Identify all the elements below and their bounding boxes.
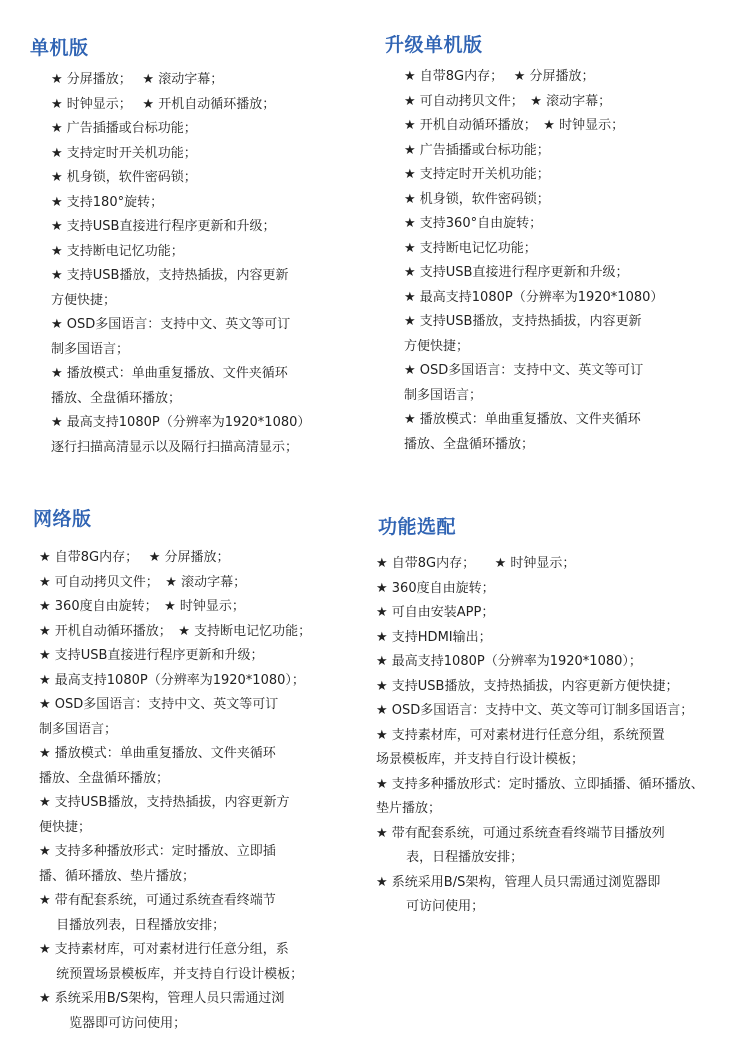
feature-line: ★ 开机自动循环播放； ★ 时钟显示； — [404, 118, 625, 133]
feature-line: ★ 开机自动循环播放； ★ 支持断电记忆功能； — [39, 623, 312, 639]
feature-line: ★ 广告插播或台标功能； — [51, 121, 197, 136]
feature-line: ★ 支持断电记忆功能； — [51, 243, 184, 259]
feature-line: ★ 可自由安装APP； — [376, 605, 495, 620]
feature-line: ★ 支持HDMI输出； — [376, 629, 492, 645]
feature-line: 逐行扫描高清显示以及隔行扫描高清显示； — [51, 439, 299, 455]
feature-line: ★ 播放模式：单曲重复播放、文件夹循环 — [404, 412, 641, 427]
feature-line: ★ 最高支持1080P（分辨率为1920*1080）； — [376, 654, 642, 669]
feature-line: ★ 系统采用B/S架构，管理人员只需通过浏 — [39, 991, 285, 1006]
feature-line: 目播放列表，日程播放安排； — [39, 917, 226, 933]
feature-line: ★ 支持素材库，可对素材进行任意分组，系统预置 — [376, 727, 665, 743]
feature-line: ★ 360度自由旋转； — [376, 580, 495, 596]
feature-line: ★ 360度自由旋转； ★ 时钟显示； — [39, 599, 245, 614]
feature-line: ★ 可自动拷贝文件； ★ 滚动字幕； — [404, 93, 612, 109]
feature-line: ★ 自带8G内存； ★ 时钟显示； — [376, 556, 576, 571]
feature-list-upgrade — [404, 65, 663, 457]
feature-line: ★ 支持USB直接进行程序更新和升级； — [404, 265, 629, 280]
feature-line: ★ 广告插播或台标功能； — [404, 142, 550, 158]
feature-list-standalone — [51, 68, 310, 460]
feature-list-network — [39, 546, 311, 1036]
feature-line: 可访问使用； — [376, 899, 485, 914]
feature-line: ★ 支持定时开关机功能； — [51, 145, 197, 161]
feature-line: ★ 支持USB播放，支持热插拔，内容更新方 — [39, 795, 290, 810]
feature-line: 览器即可访问使用； — [39, 1015, 187, 1031]
feature-line: 制多国语言； — [404, 387, 483, 403]
feature-line: ★ 最高支持1080P（分辨率为1920*1080） — [404, 289, 664, 305]
feature-line: ★ 播放模式：单曲重复播放、文件夹循环 — [51, 366, 288, 381]
feature-line: ★ 支持USB直接进行程序更新和升级； — [39, 648, 264, 663]
feature-line: ★ 带有配套系统，可通过系统查看终端节 — [39, 893, 276, 908]
feature-line: ★ OSD多国语言：支持中文、英文等可订 — [51, 317, 291, 332]
feature-line: ★ 最高支持1080P（分辨率为1920*1080）； — [39, 672, 305, 688]
section-title-standalone: 单机版 — [30, 37, 89, 59]
feature-line: 便快捷； — [39, 819, 92, 835]
feature-line: ★ 可自动拷贝文件； ★ 滚动字幕； — [39, 574, 247, 590]
feature-line: ★ 支持USB直接进行程序更新和升级； — [51, 219, 276, 234]
feature-line: ★ 时钟显示； ★ 开机自动循环播放； — [51, 96, 276, 112]
feature-line: ★ 机身锁，软件密码锁； — [51, 170, 197, 185]
feature-line: 播、循环播放、垫片播放； — [39, 868, 196, 884]
feature-line: ★ OSD多国语言：支持中文、英文等可订 — [39, 697, 279, 712]
feature-line: 播放、全盘循环播放； — [39, 770, 170, 786]
feature-line: 方便快捷； — [51, 292, 117, 308]
feature-line: ★ 播放模式：单曲重复播放、文件夹循环 — [39, 746, 276, 761]
feature-line: ★ 最高支持1080P（分辨率为1920*1080） — [51, 415, 311, 430]
feature-line: ★ 带有配套系统，可通过系统查看终端节目播放列 — [376, 825, 665, 841]
feature-line: ★ 支持多种播放形式：定时播放、立即插播、循环播放、 — [376, 776, 704, 792]
feature-line: ★ 支持多种播放形式：定时播放、立即插 — [39, 844, 276, 859]
section-features — [378, 512, 704, 920]
feature-line: 场景模板库，并支持自行设计模板； — [376, 752, 585, 767]
feature-line: ★ OSD多国语言：支持中文、英文等可订制多国语言； — [376, 703, 694, 718]
feature-line: 方便快捷； — [404, 338, 470, 354]
feature-line: 播放、全盘循环播放； — [404, 436, 535, 452]
section-standalone — [30, 33, 310, 460]
feature-line: ★ 支持USB播放，支持热插拔，内容更新方便快捷； — [376, 678, 679, 694]
feature-line: ★ 支持USB播放，支持热插拔，内容更新 — [51, 268, 289, 283]
feature-line: 制多国语言； — [51, 341, 130, 357]
feature-line: ★ 自带8G内存； ★ 分屏播放； — [404, 69, 595, 84]
section-title-upgrade: 升级单机版 — [385, 34, 483, 56]
section-network — [33, 504, 311, 1036]
feature-line: ★ 支持USB播放，支持热插拔，内容更新 — [404, 314, 642, 329]
feature-line: 统预置场景模板库，并支持自行设计模板； — [39, 966, 304, 982]
feature-line: ★ 分屏播放； ★ 滚动字幕； — [51, 72, 224, 87]
section-upgrade — [385, 30, 663, 457]
feature-line: 制多国语言； — [39, 721, 118, 737]
feature-line: ★ 系统采用B/S架构，管理人员只需通过浏览器即 — [376, 874, 661, 890]
feature-line: ★ 支持素材库，可对素材进行任意分组，系 — [39, 942, 289, 957]
feature-line: ★ OSD多国语言：支持中文、英文等可订 — [404, 363, 644, 378]
feature-list-features — [376, 552, 704, 920]
section-title-features: 功能选配 — [378, 516, 457, 538]
feature-line: ★ 支持断电记忆功能； — [404, 240, 537, 256]
feature-line: 播放、全盘循环播放； — [51, 390, 182, 406]
feature-line: 垫片播放； — [376, 801, 442, 816]
feature-line: 表，日程播放安排； — [376, 850, 524, 865]
section-title-network: 网络版 — [33, 508, 92, 530]
feature-line: ★ 支持定时开关机功能； — [404, 167, 550, 182]
feature-line: ★ 自带8G内存； ★ 分屏播放； — [39, 550, 230, 565]
feature-line: ★ 机身锁，软件密码锁； — [404, 191, 550, 207]
feature-line: ★ 支持360°自由旋转； — [404, 216, 543, 231]
feature-line: ★ 支持180°旋转； — [51, 194, 164, 210]
